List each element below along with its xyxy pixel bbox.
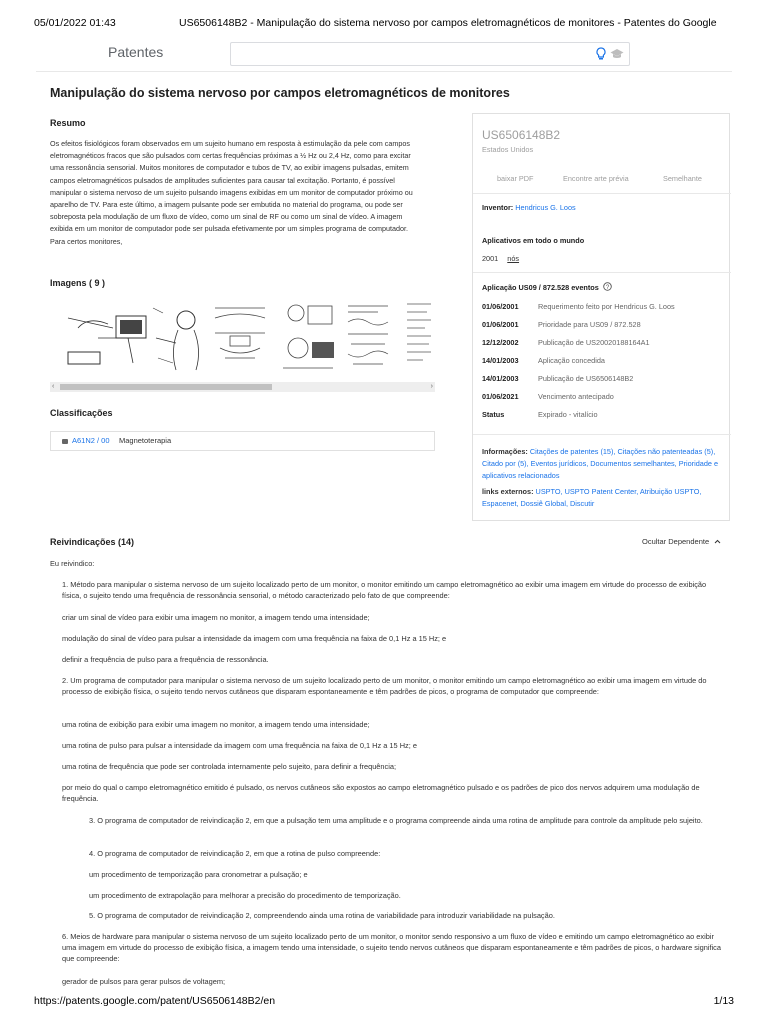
timeline-row (482, 392, 722, 404)
search-input[interactable] (235, 45, 595, 63)
folder-icon (62, 439, 68, 444)
classification-code-link[interactable]: A61N2 / 00 (72, 436, 110, 445)
event-date: 12/12/2002 (482, 338, 519, 347)
print-datetime: 05/01/2022 01:43 (34, 17, 116, 29)
event-text: Publicação de US6506148B2 (538, 374, 634, 383)
worldwide-row (482, 254, 519, 263)
patent-info-panel (472, 113, 730, 521)
divider (473, 193, 731, 194)
patent-figure-thumbnail[interactable] (404, 298, 434, 374)
claim-item-dependent: 4. O programa de computador de reivindicação 2, em que a rotina de pulso compreende: (89, 849, 381, 858)
event-text: Publicação de US20020188164A1 (538, 338, 650, 347)
claim-element: por meio do qual o campo eletromagnético emitido é pulsado, os nervos cutâneos são expostos ao campo eletromagnético pulsado e os padrões de pico dos nervos adquirem uma modulação de frequência. (62, 783, 700, 804)
event-date: 01/06/2021 (482, 392, 519, 401)
scroll-left-arrow[interactable]: ‹ (52, 383, 55, 390)
graduation-cap-icon[interactable] (610, 48, 624, 60)
claim-item: 1. Método para manipular o sistema nervoso de um sujeito localizado perto de um monitor, o monitor emitindo um campo eletromagnético ao exibir uma imagem em virtude do processo de exibição física, o sujeito tendo uma frequência de ressonância sensorial, o método caracterizado pelo fato de que compreende: (62, 580, 707, 601)
page-title: Manipulação do sistema nervoso por campos eletromagnéticos de monitores (50, 86, 510, 100)
chevron-up-icon[interactable] (714, 539, 721, 544)
info-links-block (482, 446, 726, 481)
claim-item: 2. Um programa de computador para manipular o sistema nervoso de um sujeito localizado perto de um monitor, o monitor emitindo um campo eletromagnético ao exibir uma imagem em virtude do processo de exibição física, o sujeito tendo nervos cutâneos que disparam espontaneamente e têm padrões de picos, o programa de computador que compreende: (62, 676, 707, 697)
event-date: 14/01/2003 (482, 374, 519, 383)
claim-element: criar um sinal de vídeo para exibir uma imagem no monitor, a imagem tendo uma intensidade; (62, 613, 370, 622)
action-bar (473, 174, 731, 186)
abstract-text: Os efeitos fisiológicos foram observados em um sujeito humano em resposta à estimulação da pele com campos eletromagnéticos fracos que são pulsados com certas frequências próximas a ½ Hz ou 2,4 Hz, como para excitar uma ressonância sensorial. Muitos monitores de computador e tubos de TV, ao exibir imagens pulsadas, emitem campos eletromagnéticos pulsados de amplitudes suficientes para causar tal excitação. Portanto, é possível manipular o sistema nervoso de um sujeito pulsando imagens exibidas em um monitor de computador próximo ou aparelho de TV. Para este último, a imagem pulsante pode ser embutida no material do programa, ou pode ser sobreposta pela modulação de um fluxo de vídeo, como um sinal de RF ou como um sinal de vídeo. A imagem exibida em um monitor de computador pode ser pulsada efetivamente por um simples programa de computador. Para certos monitores, (50, 139, 413, 246)
timeline-row (482, 302, 722, 314)
claim-element: uma rotina de frequência que pode ser controlada internamente pelo sujeito, para definir a frequência; (62, 762, 397, 771)
external-links[interactable]: USPTO, USPTO Patent Center, Atribuição USPTO, Espacenet, Dossiê Global, Discutir (482, 487, 702, 508)
status-label: Status (482, 410, 505, 419)
worldwide-country-link[interactable]: nós (507, 254, 520, 263)
claim-element: um procedimento de temporização para cronometrar a pulsação; e (89, 870, 308, 879)
hide-dependent-label[interactable]: Ocultar Dependente (642, 537, 710, 546)
event-text: Vencimento antecipado (538, 392, 614, 401)
info-label: Informações: (482, 447, 528, 456)
patent-figure-thumbnail[interactable] (210, 298, 270, 374)
patent-figure-thumbnail[interactable] (278, 298, 340, 374)
inventor-link[interactable]: Hendricus G. Loos (515, 203, 576, 212)
divider (473, 434, 731, 435)
external-links-block (482, 486, 726, 510)
print-title: US6506148B2 - Manipulação do sistema nervoso por campos eletromagnéticos de monitores - Patentes do Google (179, 17, 717, 29)
claim-element: uma rotina de pulso para pulsar a intensidade da imagem com uma frequência na faixa de 0,1 Hz a 15 Hz; e (62, 741, 417, 750)
claim-item-dependent: 5. O programa de computador de reivindicação 2, compreendendo ainda uma rotina de variabilidade para introduzir variabilidade na pulsação. (89, 911, 555, 920)
status-row (482, 410, 722, 422)
info-links[interactable]: Citações de patentes (15), Citações não patenteadas (5), Citado por (5), Eventos jurídicos, Documentos semelhantes, Prioridade e aplicativos relacionados (482, 447, 719, 480)
timeline-row (482, 374, 722, 386)
scrollbar-thumb[interactable] (60, 384, 272, 390)
external-label: links externos: (482, 487, 534, 496)
worldwide-year: 2001 (482, 254, 499, 263)
similar-button[interactable]: Semelhante (663, 174, 702, 183)
print-header (34, 17, 734, 31)
lightbulb-icon[interactable] (595, 47, 607, 61)
event-text: Prioridade para US09 / 872.528 (538, 320, 641, 329)
status-value: Expirado - vitalício (538, 410, 598, 419)
event-text: Requerimento feito por Hendricus G. Loos (538, 302, 675, 311)
abstract-heading: Resumo (50, 118, 86, 128)
classification-row (50, 431, 435, 451)
worldwide-heading: Aplicativos em todo o mundo (482, 236, 585, 245)
claim-item: 6. Meios de hardware para manipular o sistema nervoso de um sujeito localizado perto de um monitor, o monitor sendo responsivo a um fluxo de vídeo e emitindo um campo eletromagnético ao exibir uma imagem em virtude do processo de exibição física, a imagem tendo uma intensidade, o sujeito tendo nervos cutâneos que disparam espontaneamente e têm padrões de picos, o hardware significa que compreende: (62, 932, 721, 964)
print-footer (34, 995, 734, 1009)
publication-number: US6506148B2 (482, 128, 561, 142)
hide-dependent-toggle[interactable] (642, 537, 721, 546)
application-events-label: Aplicação US09 / 872.528 eventos (482, 283, 599, 292)
images-carousel[interactable] (50, 294, 435, 392)
print-page-number: 1/13 (713, 995, 734, 1007)
claim-element: gerador de pulsos para gerar pulsos de voltagem; (62, 977, 226, 986)
brand-logo[interactable]: Patentes (108, 44, 164, 60)
images-scrollbar[interactable] (50, 382, 435, 392)
divider (473, 272, 731, 273)
inventor-label: Inventor: (482, 203, 514, 212)
timeline-row (482, 320, 722, 332)
timeline-row (482, 338, 722, 350)
publication-country: Estados Unidos (482, 145, 534, 154)
help-icon[interactable] (603, 282, 612, 291)
timeline-row (482, 356, 722, 368)
patent-figure-thumbnail[interactable] (343, 298, 393, 374)
svg-text:?: ? (605, 285, 610, 291)
event-text: Aplicação concedida (538, 356, 605, 365)
patent-figure-thumbnail[interactable] (58, 298, 203, 374)
event-date: 01/06/2001 (482, 302, 519, 311)
inventor-row (482, 203, 576, 212)
claim-element: uma rotina de exibição para exibir uma imagem no monitor, a imagem tendo uma intensidade; (62, 720, 370, 729)
claim-element: um procedimento de extrapolação para melhorar a precisão do procedimento de temporização. (89, 891, 401, 900)
application-events-heading (482, 282, 612, 292)
classifications-heading: Classificações (50, 408, 113, 418)
event-date: 14/01/2003 (482, 356, 519, 365)
classification-description: Magnetoterapia (119, 436, 172, 445)
claims-heading: Reivindicações (14) (50, 537, 135, 547)
top-bar (36, 36, 732, 72)
search-box[interactable] (230, 42, 630, 66)
claims-intro: Eu reivindico: (50, 559, 95, 568)
find-prior-art-button[interactable]: Encontre arte prévia (563, 174, 629, 183)
claim-element: modulação do sinal de vídeo para pulsar a intensidade da imagem com uma frequência na faixa de 0,1 Hz a 15 Hz; e (62, 634, 447, 643)
claim-item-dependent: 3. O programa de computador de reivindicação 2, em que a pulsação tem uma amplitude e o programa compreende ainda uma rotina de amplitude para controle da amplitude pelo sujeito. (89, 816, 703, 825)
print-url: https://patents.google.com/patent/US6506148B2/en (34, 995, 276, 1007)
event-date: 01/06/2001 (482, 320, 519, 329)
images-heading: Imagens ( 9 ) (50, 278, 106, 288)
scroll-right-arrow[interactable]: › (430, 383, 433, 390)
claim-element: definir a frequência de pulso para a frequência de ressonância. (62, 655, 269, 664)
download-pdf-button[interactable]: baixar PDF (497, 174, 534, 183)
worldwide-label (482, 236, 584, 245)
